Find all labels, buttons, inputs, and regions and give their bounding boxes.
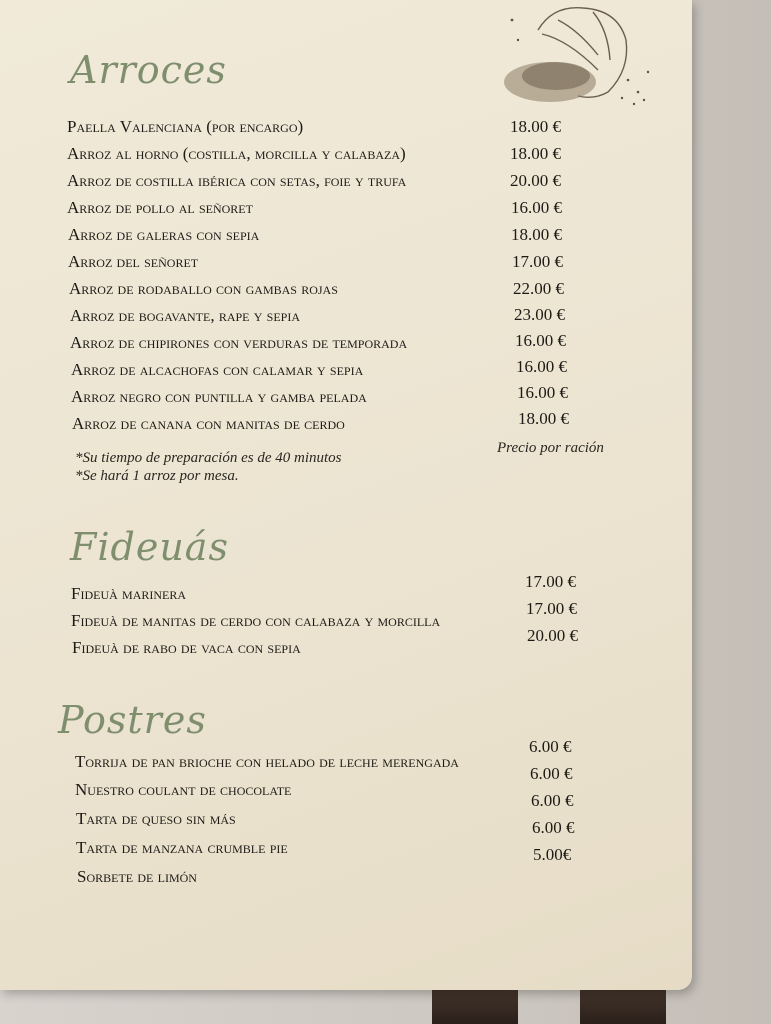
menu-item-price: 22.00 € <box>513 279 564 298</box>
menu-item-name: Nuestro coulant de chocolate <box>75 780 292 799</box>
price-per-portion-note: Precio por ración <box>497 440 604 456</box>
menu-item-price: 16.00 € <box>511 198 562 217</box>
one-rice-per-table-note: *Se hará 1 arroz por mesa. <box>75 468 239 484</box>
menu-item-price: 20.00 € <box>527 626 578 645</box>
menu-item-name: Arroz negro con puntilla y gamba pelada <box>71 387 367 406</box>
menu-item-name: Tarta de queso sin más <box>76 809 236 828</box>
menu-item-price: 6.00 € <box>531 791 574 810</box>
menu-item-price: 17.00 € <box>526 599 577 618</box>
menu-item-price: 17.00 € <box>512 252 563 271</box>
menu-item-name: Paella Valenciana (por encargo) <box>67 117 304 136</box>
section-title-postres: Postres <box>58 698 207 742</box>
menu-item-price: 20.00 € <box>510 171 561 190</box>
menu-item-name: Fideuà marinera <box>71 584 187 603</box>
rice-sack-icon <box>498 0 660 120</box>
menu-item-name: Arroz de rodaballo con gambas rojas <box>69 279 338 298</box>
section-title-arroces: Arroces <box>70 48 227 92</box>
menu-item-name: Arroz de galeras con sepia <box>68 225 260 244</box>
menu-item-price: 6.00 € <box>532 818 575 837</box>
menu-item-name: Arroz de costilla ibérica con setas, foie y trufa <box>67 171 407 190</box>
menu-item-name: Arroz al horno (costilla, morcilla y calabaza) <box>67 144 406 163</box>
menu-item-price: 17.00 € <box>525 572 576 591</box>
menu-item-name: Torrija de pan brioche con helado de leche merengada <box>75 752 459 771</box>
menu-item-price: 18.00 € <box>518 409 569 428</box>
menu-item-name: Fideuà de manitas de cerdo con calabaza y morcilla <box>71 611 441 630</box>
preparation-time-note: *Su tiempo de preparación es de 40 minutos <box>75 450 342 466</box>
menu-item-price: 16.00 € <box>515 331 566 350</box>
menu-item-name: Sorbete de limón <box>77 867 197 886</box>
menu-item-name: Arroz del señoret <box>68 252 199 271</box>
menu-item-price: 18.00 € <box>510 144 561 163</box>
menu-item-name: Arroz de chipirones con verduras de temporada <box>70 333 408 352</box>
menu-item-name: Tarta de manzana crumble pie <box>76 838 288 857</box>
menu-item-price: 6.00 € <box>530 764 573 783</box>
menu-item-name: Fideuà de rabo de vaca con sepia <box>72 638 301 657</box>
menu-item-name: Arroz de alcachofas con calamar y sepia <box>71 360 364 379</box>
menu-item-name: Arroz de pollo al señoret <box>67 198 253 217</box>
menu-item-name: Arroz de bogavante, rape y sepia <box>70 306 301 325</box>
menu-item-price: 16.00 € <box>517 383 568 402</box>
menu-item-price: 5.00€ <box>533 845 572 864</box>
menu-item-price: 18.00 € <box>510 117 561 136</box>
menu-item-price: 18.00 € <box>511 225 562 244</box>
menu-item-name: Arroz de canana con manitas de cerdo <box>72 414 345 433</box>
section-title-fideuas: Fideuás <box>70 525 229 569</box>
menu-item-price: 23.00 € <box>514 305 565 324</box>
menu-item-price: 16.00 € <box>516 357 567 376</box>
menu-item-price: 6.00 € <box>529 737 572 756</box>
